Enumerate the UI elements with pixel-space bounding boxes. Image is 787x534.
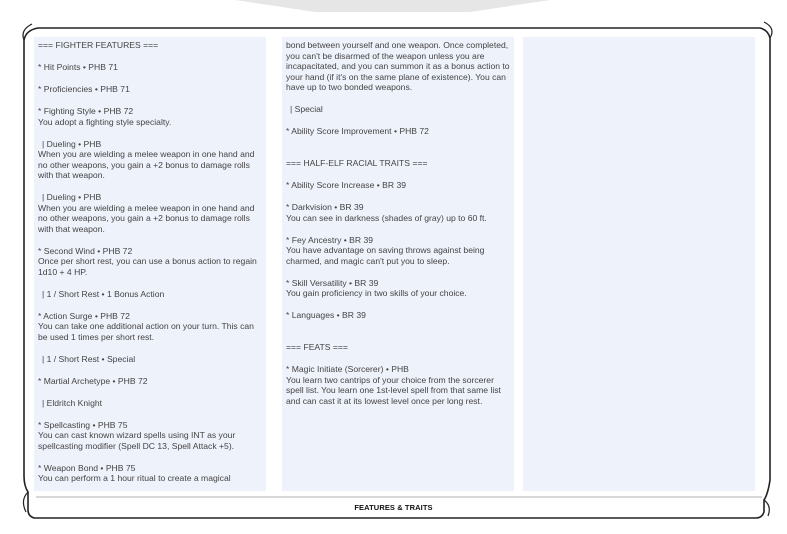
feature-title: | 1 / Short Rest • Special [42,353,136,364]
feature-title: === FEATS === [286,342,348,352]
feature-title: * Second Wind • PHB 72 [38,245,133,256]
feature-entry [38,289,262,300]
features-column-2 [282,37,514,491]
feature-entry [38,62,262,73]
feature-description: You have advantage on saving throws against being charmed, and magic can't put you to sleep. [286,245,485,266]
feature-entry [38,84,262,95]
feature-description: When you are wielding a melee weapon in one hand and no other weapons, you gain a +2 bonus to damage rolls with that weapon. [38,149,255,180]
feature-title: | Eldritch Knight [42,397,103,408]
feature-description: You learn two cantrips of your choice from the sorcerer spell list. You learn one 1st-level spell from that same list and can cast it at its lowest level once per long rest. [286,374,501,406]
feature-entry [286,202,510,223]
feature-entry [38,398,262,409]
feature-title: * Fighting Style • PHB 72 [38,106,134,116]
feature-description: When you are wielding a melee weapon in one hand and no other weapons, you gain a +2 bonus to damage rolls with that weapon. [38,202,255,234]
feature-description: You can take one additional action on your turn. This can be used 1 times per short rest. [38,321,254,342]
feature-description: You can perform a 1 hour ritual to create a magical [38,473,231,483]
feature-entry [286,104,510,115]
feature-entry [38,106,262,127]
feature-title: * Spellcasting • PHB 75 [38,419,128,430]
feature-entry [286,364,510,406]
feature-title: * Ability Score Increase • BR 39 [286,180,407,190]
feature-entry [38,40,262,51]
feature-title: | Special [290,104,323,114]
feature-title: | Dueling • PHB [42,138,102,149]
feature-title: * Darkvision • BR 39 [286,202,364,212]
feature-title: * Action Surge • PHB 72 [38,310,130,321]
feature-title: === FIGHTER FEATURES === [38,40,159,50]
feature-entry [286,40,510,93]
feature-entry [286,278,510,299]
section-spacer [286,332,510,342]
feature-title: * Magic Initiate (Sorcerer) • PHB [286,364,409,374]
feature-entry [286,235,510,267]
feature-title: * Martial Archetype • PHB 72 [38,375,148,386]
feature-title: * Skill Versatility • BR 39 [286,277,379,288]
feature-entry [38,192,262,234]
features-column-3 [523,37,755,491]
feature-description: You gain proficiency in two skills of your choice. [286,288,467,298]
feature-description: You can see in darkness (shades of gray) up to 60 ft. [286,212,487,223]
feature-title: | Dueling • PHB [42,192,102,202]
feature-entry [286,180,510,191]
feature-entry [286,310,510,321]
feature-description: You can cast known wizard spells using INT as your spellcasting modifier (Spell DC 13, Spell Attack +5). [38,430,236,451]
feature-entry [38,354,262,365]
feature-description: Once per short rest, you can use a bonus action to regain 1d10 + 4 HP. [38,256,257,277]
feature-title: * Languages • BR 39 [286,310,366,320]
feature-description: You adopt a fighting style specialty. [38,116,172,127]
feature-title: * Proficiencies • PHB 71 [38,84,130,94]
features-column-1 [34,37,266,491]
feature-title: * Hit Points • PHB 71 [38,62,118,72]
feature-entry [38,420,262,452]
footer-label: FEATURES & TRAITS [354,503,433,512]
feature-title: * Fey Ancestry • BR 39 [286,234,374,245]
feature-entry [38,139,262,181]
feature-title: * Weapon Bond • PHB 75 [38,462,136,473]
feature-entry [38,311,262,343]
feature-entry [38,246,262,278]
feature-entry [38,376,262,387]
feature-title: | 1 / Short Rest • 1 Bonus Action [42,288,165,299]
feature-entry [286,342,510,353]
feature-entry [286,158,510,169]
feature-entry [38,463,262,484]
section-spacer [286,148,510,158]
feature-description: bond between yourself and one weapon. Once completed, you can't be disarmed of the weapon unless you are incapacitated, and you can summon it as a bonus action to your hand (if it's on the same plane of existence). You can have up to two bonded weapons. [286,40,510,92]
feature-entry [286,126,510,137]
feature-title: === HALF-ELF RACIAL TRAITS === [286,158,428,168]
feature-title: * Ability Score Improvement • PHB 72 [286,126,429,136]
